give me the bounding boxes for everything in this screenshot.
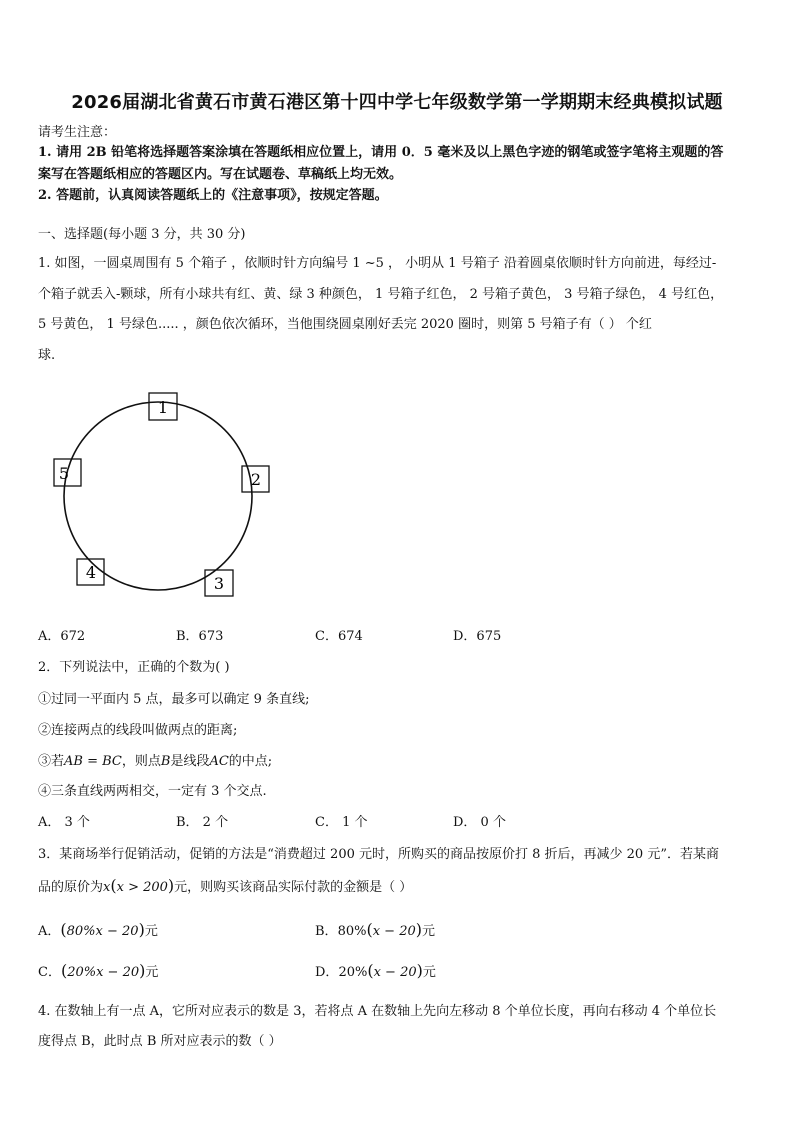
q3-option-d-unit: 元 xyxy=(422,965,436,980)
q3-option-a-expr: 80%x − 20 xyxy=(66,924,139,939)
box-5 xyxy=(54,459,81,486)
q1-text-line-4: 球. xyxy=(38,348,56,363)
q3-option-b-expr: x − 20 xyxy=(372,924,416,939)
page-title: 2026届湖北省黄石市黄石港区第十四中学七年级数学第一学期期末经典模拟试题 xyxy=(71,92,723,113)
box-1 xyxy=(149,393,177,420)
q3-option-a-label: A． xyxy=(38,924,61,939)
q2-statement-2: ②连接两点的线段叫做两点的距离; xyxy=(38,723,238,738)
q2-s3-math-ac: AC xyxy=(209,754,229,769)
q2-s3-math-ab-bc: AB = BC xyxy=(64,754,122,769)
q3-option-c-unit: 元 xyxy=(145,965,159,980)
q3-option-b: B．80%(x − 20)元 xyxy=(315,920,436,939)
q4-text-line-2: 度得点 B，此时点 B 所对应表示的数（ ） xyxy=(38,1034,282,1049)
box-2-label: 2 xyxy=(250,470,262,489)
q2-s3-post: 的中点; xyxy=(228,754,273,769)
q1-option-c: C．674 xyxy=(315,629,363,644)
q3-math-condition: x > 200 xyxy=(116,880,168,895)
q1-option-b: B．673 xyxy=(176,629,224,644)
box-1-label: 1 xyxy=(157,398,169,417)
q1-option-a: A．672 xyxy=(38,629,86,644)
q2-statement-1: ①过同一平面内 5 点，最多可以确定 9 条直线; xyxy=(38,692,310,707)
box-4-label: 4 xyxy=(85,563,97,582)
q3-option-c: C．(20%x − 20)元 xyxy=(38,961,159,980)
q2-stem: 2．下列说法中，正确的个数为( ) xyxy=(38,660,230,675)
q2-option-c: C． 1 个 xyxy=(315,815,368,830)
q3-option-b-label: B． xyxy=(315,924,338,939)
q3-option-a: A．(80%x − 20)元 xyxy=(38,920,158,939)
q2-s3-math-b: B xyxy=(160,754,171,769)
notice-item-1-cont: 案写在答题纸相应的答题区内。写在试题卷、草稿纸上均无效。 xyxy=(38,167,403,182)
box-3-label: 3 xyxy=(213,574,225,593)
q3-line2-post: 元，则购买该商品实际付款的金额是（ ） xyxy=(174,880,413,895)
q2-s3-mid2: 是线段 xyxy=(170,754,210,769)
notice-item-2: 2. 答题前，认真阅读答题纸上的《注意事项》，按规定答题。 xyxy=(38,188,388,203)
round-table-circle xyxy=(64,402,252,590)
q2-s3-mid: ，则点 xyxy=(121,754,161,769)
q3-line2-pre: 品的原价为 xyxy=(38,880,104,895)
q4-text-line-1: 4. 在数轴上有一点 A，它所对应表示的数是 3，若将点 A 在数轴上先向左移动 8 个单位长度，再向右移动 4 个单位长 xyxy=(38,1004,717,1019)
q3-math-x: x xyxy=(103,880,111,895)
q2-s3-pre: ③若 xyxy=(38,754,65,769)
box-4 xyxy=(77,559,104,585)
q2-option-d: D． 0 个 xyxy=(453,815,506,830)
section-heading: 一、选择题(每小题 3 分，共 30 分) xyxy=(38,227,246,242)
box-2 xyxy=(242,466,269,492)
q2-option-a: A． 3 个 xyxy=(38,815,90,830)
q1-text-line-3: 5 号黄色， 1 号绿色..... ，颜色依次循环，当他围绕圆桌刚好丢完 2020 圈时，则第 5 号箱子有（ ） 个红 xyxy=(38,317,652,332)
q3-option-a-unit: 元 xyxy=(144,924,158,939)
q1-option-d: D．675 xyxy=(453,629,502,644)
q3-option-d-label: D． xyxy=(315,965,339,980)
q3-option-d-pct: 20% xyxy=(338,965,368,980)
notice-header: 请考生注意： xyxy=(38,125,117,140)
q3-text-line-2: 品的原价为x(x > 200)元，则购买该商品实际付款的金额是（ ） xyxy=(38,876,413,895)
round-table-diagram xyxy=(48,390,278,600)
q2-option-b: B． 2 个 xyxy=(176,815,229,830)
q3-option-d-expr: x − 20 xyxy=(373,965,417,980)
q1-text-line-1: 1. 如图，一圆桌周围有 5 个箱子 ，依顺时针方向编号 1 ~5 ， 小明从 1 号箱子 沿着圆桌依顺时针方向前进，每经过- xyxy=(38,256,717,271)
q2-statement-3 xyxy=(38,750,272,769)
q3-option-d: D．20%(x − 20)元 xyxy=(315,961,436,980)
q1-text-line-2: 个箱子就丢入-颗球，所有小球共有红、黄、绿 3 种颜色， 1 号箱子红色， 2 号箱子黄色， 3 号箱子绿色， 4 号红色， xyxy=(38,287,724,302)
q3-option-b-unit: 元 xyxy=(422,924,436,939)
q3-option-c-label: C． xyxy=(38,965,61,980)
q3-option-c-expr: 20%x − 20 xyxy=(67,965,140,980)
box-5-label: 5 xyxy=(58,464,70,483)
q3-option-b-pct: 80% xyxy=(337,924,367,939)
q3-text-line-1: 3．某商场举行促销活动，促销的方法是“消费超过 200 元时，所购买的商品按原价打 8 折后，再减少 20 元”．若某商 xyxy=(38,847,719,862)
notice-item-1: 1. 请用 2B 铅笔将选择题答案涂填在答题纸相应位置上，请用 0．5 毫米及以上黑色字迹的钢笔或签字笔将主观题的答 xyxy=(38,145,724,160)
q2-statement-4: ④三条直线两两相交，一定有 3 个交点. xyxy=(38,784,267,799)
